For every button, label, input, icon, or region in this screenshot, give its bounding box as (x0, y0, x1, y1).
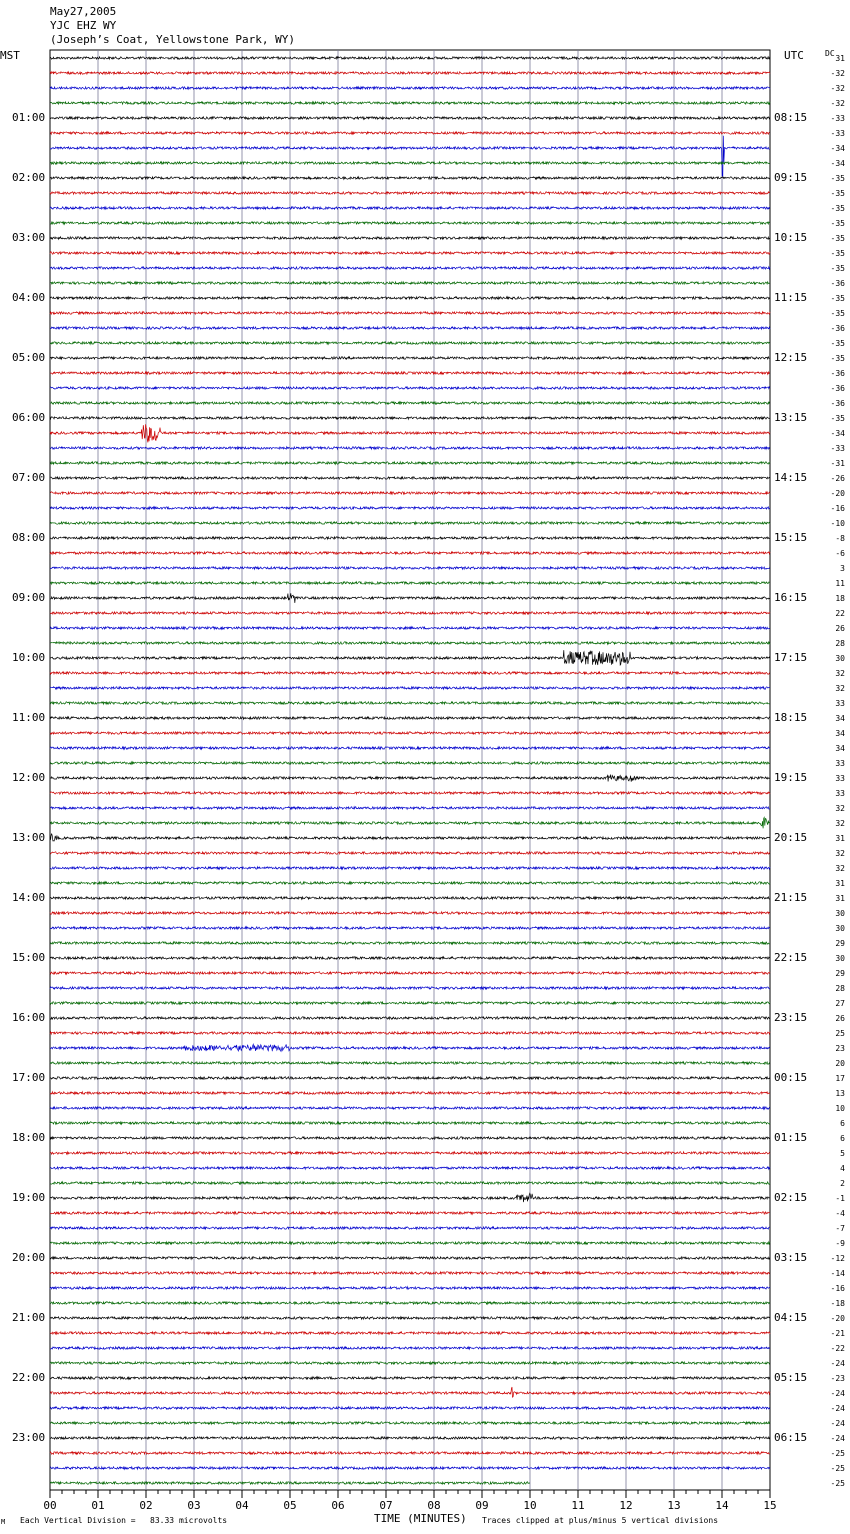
trace-row-23 (50, 402, 770, 404)
trace-row-18 (50, 327, 770, 329)
mst-hour-label: 07:00 (12, 471, 46, 484)
trace-row-73 (50, 1152, 770, 1154)
trace-row-83 (50, 1302, 770, 1304)
trace-row-28 (50, 477, 770, 479)
trace-row-38 (50, 627, 770, 629)
x-tick-label: 03 (187, 1499, 201, 1512)
trace-row-6 (50, 136, 770, 176)
utc-axis-label: UTC (784, 49, 804, 62)
dc-offset-label: -20 (830, 489, 845, 498)
dc-offset-label: 28 (835, 639, 845, 648)
dc-offset-label: -1 (835, 1194, 845, 1203)
dc-offset-label: -24 (830, 1404, 845, 1413)
dc-offset-label: -35 (830, 264, 845, 273)
dc-offset-label: -21 (830, 1329, 845, 1338)
dc-offset-label: 5 (840, 1149, 845, 1158)
dc-offset-label: 32 (835, 684, 845, 693)
x-tick-label: 04 (235, 1499, 249, 1512)
dc-offset-label: 32 (835, 864, 845, 873)
trace-row-35 (50, 582, 770, 584)
dc-offset-label: -20 (830, 1314, 845, 1323)
dc-offset-label: -33 (830, 129, 845, 138)
dc-offset-label: -32 (830, 69, 845, 78)
x-tick-label: 01 (91, 1499, 105, 1512)
utc-hour-label: 18:15 (774, 711, 808, 724)
trace-row-33 (50, 552, 770, 554)
dc-offset-label: 6 (840, 1134, 845, 1143)
trace-row-14 (50, 267, 770, 269)
trace-row-54 (50, 867, 770, 869)
trace-row-47 (50, 762, 770, 764)
trace-row-88 (50, 1377, 770, 1379)
dc-offset-label: -7 (835, 1224, 845, 1233)
trace-row-50 (50, 807, 770, 809)
dc-offset-label: -36 (830, 324, 845, 333)
trace-row-42 (50, 687, 770, 689)
trace-row-52 (50, 834, 770, 841)
trace-row-53 (50, 852, 770, 854)
utc-hour-label: 19:15 (774, 771, 808, 784)
trace-row-16 (50, 297, 770, 299)
trace-row-20 (50, 357, 770, 359)
trace-row-29 (50, 492, 770, 494)
trace-row-75 (50, 1182, 770, 1184)
dc-offset-label: -9 (835, 1239, 845, 1248)
dc-offset-label: 10 (835, 1104, 845, 1113)
x-tick-label: 10 (523, 1499, 537, 1512)
dc-offset-label: 17 (835, 1074, 845, 1083)
trace-row-5 (50, 132, 770, 134)
dc-offset-label: 20 (835, 1059, 845, 1068)
trace-row-70 (50, 1107, 770, 1109)
dc-offset-label: -35 (830, 189, 845, 198)
dc-label: DC (825, 49, 835, 58)
trace-row-22 (50, 387, 770, 389)
x-tick-label: 06 (331, 1499, 345, 1512)
dc-offset-label: 32 (835, 669, 845, 678)
dc-offset-label: -16 (830, 504, 845, 513)
trace-row-3 (50, 102, 770, 104)
trace-row-0 (50, 57, 770, 59)
dc-offset-label: -35 (830, 309, 845, 318)
mst-hour-label: 03:00 (12, 231, 46, 244)
trace-row-61 (50, 972, 770, 974)
header-station: YJC EHZ WY (50, 19, 117, 32)
mst-hour-label: 20:00 (12, 1251, 46, 1264)
mst-hour-label: 09:00 (12, 591, 46, 604)
utc-hour-label: 01:15 (774, 1131, 808, 1144)
dc-offset-label: -12 (830, 1254, 845, 1263)
dc-offset-label: 31 (835, 894, 845, 903)
mst-hour-label: 19:00 (12, 1191, 46, 1204)
dc-offset-label: 33 (835, 699, 845, 708)
trace-row-93 (50, 1452, 770, 1454)
utc-hour-label: 08:15 (774, 111, 808, 124)
trace-row-69 (50, 1092, 770, 1094)
utc-hour-label: 02:15 (774, 1191, 808, 1204)
trace-row-40 (50, 650, 770, 665)
dc-offset-label: -36 (830, 399, 845, 408)
mst-hour-label: 12:00 (12, 771, 46, 784)
trace-row-15 (50, 282, 770, 284)
dc-offset-label: -35 (830, 249, 845, 258)
x-tick-label: 08 (427, 1499, 441, 1512)
trace-row-59 (50, 942, 770, 944)
utc-hour-label: 13:15 (774, 411, 808, 424)
utc-hour-label: 23:15 (774, 1011, 808, 1024)
trace-row-60 (50, 957, 770, 959)
trace-row-71 (50, 1122, 770, 1124)
dc-offset-label: 32 (835, 819, 845, 828)
header-date: May27,2005 (50, 5, 117, 18)
trace-row-84 (50, 1317, 770, 1319)
x-tick-label: 07 (379, 1499, 393, 1512)
trace-row-37 (50, 612, 770, 614)
trace-row-55 (50, 882, 770, 884)
mst-hour-label: 04:00 (12, 291, 46, 304)
trace-row-46 (50, 747, 770, 749)
trace-row-8 (50, 177, 770, 179)
dc-offset-label: 33 (835, 789, 845, 798)
x-tick-label: 02 (139, 1499, 153, 1512)
mst-hour-label: 15:00 (12, 951, 46, 964)
trace-row-49 (50, 792, 770, 794)
trace-row-48 (50, 775, 770, 782)
trace-row-79 (50, 1242, 770, 1244)
trace-row-56 (50, 897, 770, 899)
x-tick-label: 12 (619, 1499, 633, 1512)
utc-hour-label: 04:15 (774, 1311, 808, 1324)
dc-offset-label: 32 (835, 849, 845, 858)
trace-row-24 (50, 417, 770, 419)
utc-hour-label: 00:15 (774, 1071, 808, 1084)
x-axis-title: TIME (MINUTES) (374, 1512, 467, 1525)
trace-row-41 (50, 672, 770, 674)
dc-offset-label: -6 (835, 549, 845, 558)
utc-hour-label: 16:15 (774, 591, 808, 604)
dc-offset-label: 32 (835, 804, 845, 813)
dc-offset-label: -18 (830, 1299, 845, 1308)
trace-row-65 (50, 1032, 770, 1034)
dc-offset-label: 30 (835, 909, 845, 918)
mst-axis-label: MST (0, 49, 20, 62)
trace-row-58 (50, 927, 770, 929)
trace-row-92 (50, 1437, 770, 1439)
trace-row-57 (50, 912, 770, 914)
dc-offset-label: -35 (830, 354, 845, 363)
trace-row-45 (50, 732, 770, 734)
header-location: (Joseph’s Coat, Yellowstone Park, WY) (50, 33, 296, 46)
x-tick-label: 05 (283, 1499, 297, 1512)
x-tick-label: 11 (571, 1499, 585, 1512)
dc-offset-label: -33 (830, 114, 845, 123)
mst-hour-label: 16:00 (12, 1011, 46, 1024)
mst-hour-label: 06:00 (12, 411, 46, 424)
trace-row-12 (50, 237, 770, 239)
corner-mark: M (1, 1518, 6, 1526)
trace-row-7 (50, 162, 770, 164)
trace-row-34 (50, 567, 770, 569)
dc-offset-label: -34 (830, 429, 845, 438)
dc-offset-label: 26 (835, 1014, 845, 1023)
dc-offset-label: 11 (835, 579, 845, 588)
trace-row-91 (50, 1422, 770, 1424)
trace-row-13 (50, 252, 770, 254)
mst-hour-label: 14:00 (12, 891, 46, 904)
dc-offset-label: 31 (835, 879, 845, 888)
mst-hour-label: 02:00 (12, 171, 46, 184)
trace-row-82 (50, 1287, 770, 1289)
trace-row-21 (50, 372, 770, 374)
dc-offset-label: -31 (830, 459, 845, 468)
dc-offset-label: 34 (835, 729, 845, 738)
trace-row-31 (50, 522, 770, 524)
dc-offset-label: -34 (830, 159, 845, 168)
dc-offset-label: -35 (830, 414, 845, 423)
dc-offset-label: -10 (830, 519, 845, 528)
dc-offset-label: -33 (830, 444, 845, 453)
dc-offset-label: -24 (830, 1434, 845, 1443)
dc-offset-label: -25 (830, 1464, 845, 1473)
dc-offset-label: 4 (840, 1164, 845, 1173)
dc-offset-label: 34 (835, 714, 845, 723)
dc-offset-label: 31 (835, 54, 845, 63)
utc-hour-label: 17:15 (774, 651, 808, 664)
trace-row-87 (50, 1362, 770, 1364)
dc-offset-label: -24 (830, 1389, 845, 1398)
trace-row-78 (50, 1227, 770, 1229)
utc-hour-label: 05:15 (774, 1371, 808, 1384)
utc-hour-label: 11:15 (774, 291, 808, 304)
dc-offset-label: 31 (835, 834, 845, 843)
dc-offset-label: -24 (830, 1359, 845, 1368)
x-tick-label: 13 (667, 1499, 681, 1512)
dc-offset-label: -35 (830, 204, 845, 213)
trace-row-1 (50, 72, 770, 74)
dc-offset-label: -35 (830, 234, 845, 243)
mst-hour-label: 17:00 (12, 1071, 46, 1084)
trace-row-68 (50, 1077, 770, 1079)
utc-hour-label: 06:15 (774, 1431, 808, 1444)
dc-offset-label: -32 (830, 84, 845, 93)
trace-row-90 (50, 1407, 770, 1409)
trace-row-76 (50, 1193, 770, 1202)
trace-row-36 (50, 593, 770, 603)
trace-row-80 (50, 1257, 770, 1259)
dc-offset-label: 27 (835, 999, 845, 1008)
dc-offset-label: -16 (830, 1284, 845, 1293)
dc-offset-label: 28 (835, 984, 845, 993)
trace-row-89 (50, 1387, 770, 1397)
utc-hour-label: 15:15 (774, 531, 808, 544)
dc-offset-label: -4 (835, 1209, 845, 1218)
clip-note: Traces clipped at plus/minus 5 vertical divisions (482, 1516, 719, 1525)
trace-row-4 (50, 117, 770, 119)
trace-row-85 (50, 1332, 770, 1334)
trace-row-17 (50, 312, 770, 314)
dc-offset-label: 34 (835, 744, 845, 753)
dc-offset-label: 30 (835, 924, 845, 933)
trace-row-11 (50, 222, 770, 224)
trace-row-81 (50, 1272, 770, 1274)
trace-row-2 (50, 87, 770, 89)
utc-hour-label: 20:15 (774, 831, 808, 844)
x-tick-label: 00 (43, 1499, 57, 1512)
trace-row-66 (50, 1044, 770, 1051)
dc-offset-label: 30 (835, 654, 845, 663)
utc-hour-label: 14:15 (774, 471, 808, 484)
trace-row-9 (50, 192, 770, 194)
dc-offset-label: 29 (835, 939, 845, 948)
dc-offset-label: -25 (830, 1449, 845, 1458)
dc-offset-label: -26 (830, 474, 845, 483)
dc-offset-label: 29 (835, 969, 845, 978)
trace-row-26 (50, 447, 770, 449)
trace-row-72 (50, 1137, 770, 1139)
trace-row-94 (50, 1467, 770, 1469)
dc-offset-label: -36 (830, 384, 845, 393)
dc-offset-label: 3 (840, 564, 845, 573)
dc-offset-label: 23 (835, 1044, 845, 1053)
dc-offset-label: 33 (835, 774, 845, 783)
scale-note: Each Vertical Division = 83.33 microvolts (20, 1516, 228, 1525)
trace-row-67 (50, 1062, 770, 1064)
dc-offset-label: 22 (835, 609, 845, 618)
mst-hour-label: 22:00 (12, 1371, 46, 1384)
trace-row-19 (50, 342, 770, 344)
dc-offset-label: -34 (830, 144, 845, 153)
dc-offset-label: -35 (830, 339, 845, 348)
x-tick-label: 14 (715, 1499, 729, 1512)
dc-offset-label: 33 (835, 759, 845, 768)
trace-row-39 (50, 642, 770, 644)
dc-offset-label: -36 (830, 279, 845, 288)
dc-offset-label: 2 (840, 1179, 845, 1188)
x-tick-label: 15 (763, 1499, 777, 1512)
trace-row-32 (50, 537, 770, 539)
mst-hour-label: 01:00 (12, 111, 46, 124)
trace-row-86 (50, 1347, 770, 1349)
dc-offset-label: 25 (835, 1029, 845, 1038)
mst-hour-label: 08:00 (12, 531, 46, 544)
mst-hour-label: 21:00 (12, 1311, 46, 1324)
utc-hour-label: 22:15 (774, 951, 808, 964)
trace-row-10 (50, 207, 770, 209)
dc-offset-label: 13 (835, 1089, 845, 1098)
mst-hour-label: 10:00 (12, 651, 46, 664)
trace-row-30 (50, 507, 770, 509)
dc-offset-label: -35 (830, 174, 845, 183)
dc-offset-label: -22 (830, 1344, 845, 1353)
dc-offset-label: -25 (830, 1479, 845, 1488)
trace-row-44 (50, 717, 770, 719)
mst-hour-label: 13:00 (12, 831, 46, 844)
mst-hour-label: 23:00 (12, 1431, 46, 1444)
dc-offset-label: -36 (830, 369, 845, 378)
utc-hour-label: 03:15 (774, 1251, 808, 1264)
trace-row-62 (50, 987, 770, 989)
utc-hour-label: 12:15 (774, 351, 808, 364)
trace-row-74 (50, 1167, 770, 1169)
trace-row-25 (50, 424, 770, 442)
mst-hour-label: 11:00 (12, 711, 46, 724)
dc-offset-label: -35 (830, 219, 845, 228)
trace-row-77 (50, 1212, 770, 1214)
dc-offset-label: -32 (830, 99, 845, 108)
trace-row-43 (50, 702, 770, 704)
dc-offset-label: 26 (835, 624, 845, 633)
dc-offset-label: -24 (830, 1419, 845, 1428)
dc-offset-label: -8 (835, 534, 845, 543)
mst-hour-label: 18:00 (12, 1131, 46, 1144)
mst-hour-label: 05:00 (12, 351, 46, 364)
trace-row-64 (50, 1017, 770, 1019)
dc-offset-label: -35 (830, 294, 845, 303)
dc-offset-label: 18 (835, 594, 845, 603)
dc-offset-label: -23 (830, 1374, 845, 1383)
trace-row-63 (50, 1002, 770, 1004)
utc-hour-label: 21:15 (774, 891, 808, 904)
dc-offset-label: -14 (830, 1269, 845, 1278)
x-tick-label: 09 (475, 1499, 489, 1512)
trace-row-27 (50, 462, 770, 464)
dc-offset-label: 30 (835, 954, 845, 963)
dc-offset-label: 6 (840, 1119, 845, 1128)
utc-hour-label: 09:15 (774, 171, 808, 184)
utc-hour-label: 10:15 (774, 231, 808, 244)
trace-row-51 (50, 817, 770, 828)
